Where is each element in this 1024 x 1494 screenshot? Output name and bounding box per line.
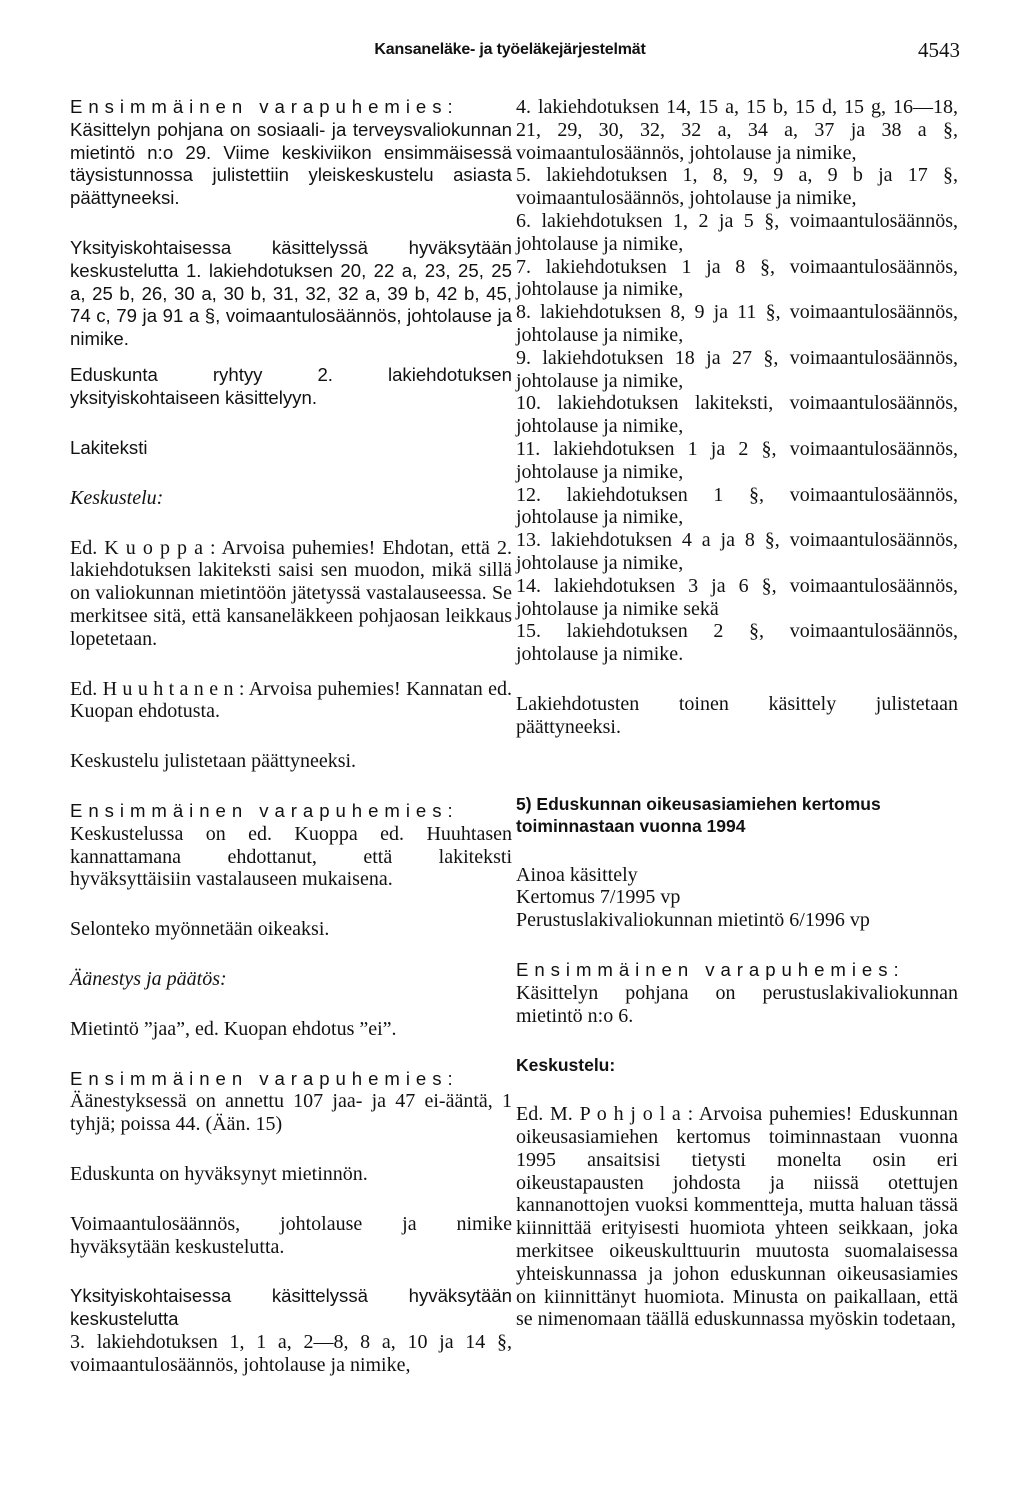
speaker-label: Ensimmäinen varapuhemies: [70,96,459,117]
paragraph: Eduskunta ryhtyy 2. lakiehdotuksen yksityiskohtaiseen käsittelyyn. [70,364,512,409]
paragraph: Käsittelyn pohjana on perustuslakivaliokunnan mietintö n:o 6. [516,981,958,1027]
running-header-title: Kansaneläke- ja työeläkejärjestelmät [374,41,646,58]
paragraph: Lakiehdotusten toinen käsittely julistetaan päättyneeksi. [516,692,958,738]
info-line: Ainoa käsittely [516,863,638,886]
list-item: 5. lakiehdotuksen 1, 8, 9, 9 a, 9 b ja 17 §, voimaantulosäännös, johtolause ja nimike, [516,164,958,210]
subheading-italic: Äänestys ja päätös: [70,968,227,991]
paragraph: Äänestyksessä on annettu 107 jaa- ja 47 ei-ääntä, 1 tyhjä; poissa 44. (Ään. 15) [70,1090,512,1136]
list-item: 14. lakiehdotuksen 3 ja 6 §, voimaantulosäännös, johtolause ja nimike sekä [516,574,958,620]
paragraph: Voimaantulosäännös, johtolause ja nimike hyväksytään keskustelutta. [70,1212,512,1258]
paragraph: Yksityiskohtaisessa käsittelyssä hyväksytään keskustelutta 1. lakiehdotuksen 20, 22 a, 23, 25, 25 a, 25 b, 26, 30 a, 30 b, 31, 32, 32 a, 39 b, 42 b, 45, 74 c, 79 ja 91 a §, voimaantulosäännös, johtolause ja nimike. [70,236,512,350]
right-column [516,96,958,1331]
list-item: 6. lakiehdotuksen 1, 2 ja 5 §, voimaantulosäännös, johtolause ja nimike, [516,209,958,255]
list-item: 11. lakiehdotuksen 1 ja 2 §, voimaantulosäännös, johtolause ja nimike, [516,437,958,483]
info-line: Kertomus 7/1995 vp [516,886,681,909]
paragraph: Eduskunta on hyväksynyt mietinnön. [70,1163,368,1185]
speech-paragraph: Ed. M. P o h j o l a : Arvoisa puhemies! Eduskunnan oikeusasiamiehen kertomus toiminnastaan vuonna 1995 ansaitsisi tietysti monelta osin eri oikeustapausten johdosta ja niissä otettujen kannanottojen vuoksi kommentteja, mutta haluan tässä kiinnittää erityisesti huomiota yhteen seikkaan, joka merkitsee oikeuskulttuurin muutosta suomalaisessa yhteiskunnassa ja johon eduskunnan oikeusasiamies on kiinnittänyt huomiota. Minusta on paikallaan, että se nimenomaan täällä eduskunnassa myöskin todetaan, [516,1103,958,1331]
list-item: 10. lakiehdotuksen lakiteksti, voimaantulosäännös, johtolause ja nimike, [516,392,958,438]
paragraph: Keskustelu julistetaan päättyneeksi. [70,750,357,773]
list-item: 13. lakiehdotuksen 4 a ja 8 §, voimaantulosäännös, johtolause ja nimike, [516,529,958,574]
speech-paragraph: Ed. K u o p p a : Arvoisa puhemies! Ehdotan, että 2. lakiehdotuksen lakiteksti saisi sen muodon, mikä sillä on valiokunnan mietintöön jätetyssä vastalauseessa. Se merkitsee sitä, että kansaneläkkeen pohjaosan leikkaus lopetetaan. [70,536,512,650]
list-item: 12. lakiehdotuksen 1 §, voimaantulosäännös, johtolause ja nimike, [516,483,958,529]
speaker-label: Ensimmäinen varapuhemies: [70,800,459,822]
paragraph: Keskustelussa on ed. Kuoppa ed. Huuhtasen kannattamana ehdottanut, että lakiteksti hyväksyttäisiin vastalauseen mukaisena. [70,822,512,891]
paragraph: Mietintö ”jaa”, ed. Kuopan ehdotus ”ei”. [70,1017,397,1040]
discussion-heading: Keskustelu: [516,1055,616,1076]
subheading-italic: Keskustelu: [70,486,164,509]
section-heading: 5) Eduskunnan oikeusasiamiehen kertomus toiminnastaan vuonna 1994 [516,793,881,836]
info-line: Perustuslakivaliokunnan mietintö 6/1996 vp [516,909,870,932]
list-item: 8. lakiehdotuksen 8, 9 ja 11 §, voimaantulosäännös, johtolause ja nimike, [516,301,958,346]
page-number: 4543 [918,38,960,62]
list-item: 9. lakiehdotuksen 18 ja 27 §, voimaantulosäännös, johtolause ja nimike, [516,346,958,392]
subheading: Lakiteksti [70,437,148,459]
list-item: 3. lakiehdotuksen 1, 1 a, 2—8, 8 a, 10 ja 14 §, voimaantulosäännös, johtolause ja nimike, [70,1330,512,1376]
paragraph: Selonteko myönnetään oikeaksi. [70,918,330,941]
speech-paragraph: Ed. H u u h t a n e n : Arvoisa puhemies! Kannatan ed. Kuopan ehdotusta. [70,677,512,723]
left-column [70,96,512,1377]
paragraph: Käsittelyn pohjana on sosiaali- ja terveysvaliokunnan mietintö n:o 29. Viime keskiviikon ensimmäisessä täysistunnossa julistettiin yleiskeskustelu asiasta päättyneeksi. [70,118,512,209]
list-item: 4. lakiehdotuksen 14, 15 a, 15 b, 15 d, 15 g, 16—18, 21, 29, 30, 32, 32 a, 34 a, 37 ja 38 a §, voimaantulosäännös, johtolause ja nimike, [516,96,958,164]
speaker-label: Ensimmäinen varapuhemies: [70,1067,459,1089]
list-item: 7. lakiehdotuksen 1 ja 8 §, voimaantulosäännös, johtolause ja nimike, [516,255,958,301]
paragraph: Yksityiskohtaisessa käsittelyssä hyväksytään keskustelutta [70,1285,512,1330]
speaker-label: Ensimmäinen varapuhemies: [516,958,905,980]
list-item: 15. lakiehdotuksen 2 §, voimaantulosäännös, johtolause ja nimike. [516,620,958,666]
